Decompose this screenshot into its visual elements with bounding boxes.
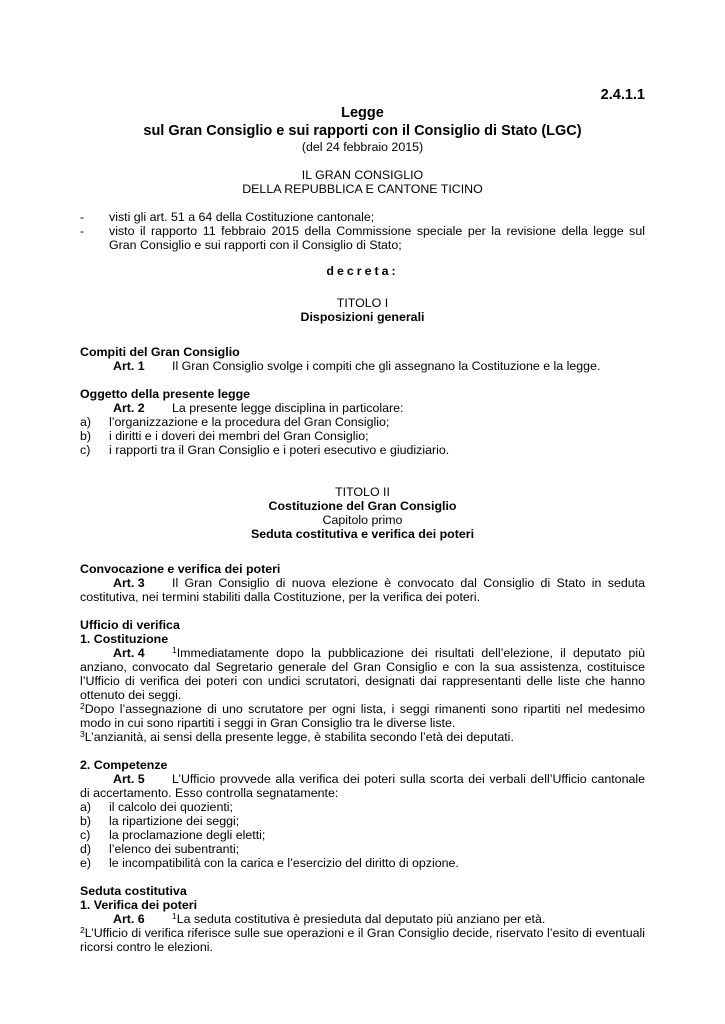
law-title-subject: sul Gran Consiglio e sui rapporti con il Consiglio di Stato (LGC) [143, 123, 582, 139]
chapter-label: Capitolo primo [322, 513, 403, 527]
art-2-heading: Oggetto della presente legge [80, 387, 251, 401]
list-item-text: la proclamazione degli eletti; [109, 828, 266, 842]
paragraph-number: 1 [172, 911, 177, 921]
law-date: (del 24 febbraio 2015) [301, 140, 424, 154]
decreta-heading: decreta: [326, 264, 399, 278]
preamble-dash: - [80, 210, 85, 224]
list-item-text: l’organizzazione e la procedura del Gran Consiglio; [109, 415, 390, 429]
titolo-2-name: Costituzione del Gran Consiglio [268, 499, 457, 513]
art-4-paragraph-1: Immediatamente dopo la pubblicazione dei risultati dell’elezione, il deputato più anziano, convocato dal Segretario generale del Gran Consiglio e con la sua assistenza, costituisce l’Ufficio di verifica dei poteri con undici scrutatori, designati dai rappresentanti delle liste che hanno ottenuto dei seggi. [80, 646, 645, 702]
art-3 [80, 576, 645, 604]
art-4-paragraph-3: L’anzianità, ai sensi della presente legge, è stabilita secondo l’età dei deputati. [84, 730, 514, 744]
preamble-dash: - [80, 224, 85, 238]
art-2 [80, 401, 645, 415]
list-item [80, 856, 645, 870]
paragraph-number: 3 [80, 729, 85, 739]
art-5-subheading: 2. Competenze [80, 758, 168, 772]
art-2-text: La presente legge disciplina in particolare: [172, 401, 404, 415]
list-item [80, 429, 645, 443]
art-3-heading: Convocazione e verifica dei poteri [80, 562, 281, 576]
list-item-mark: a) [80, 415, 92, 429]
list-item-text: i diritti e i doveri dei membri del Gran Consiglio; [109, 429, 369, 443]
paragraph-number: 2 [80, 701, 85, 711]
art-1-heading: Compiti del Gran Consiglio [80, 345, 240, 359]
list-item [80, 814, 645, 828]
art-1-text: Il Gran Consiglio svolge i compiti che gli assegnano la Costituzione e la legge. [172, 359, 601, 373]
art-5-list [80, 800, 645, 870]
list-item-mark: c) [80, 443, 91, 457]
art-1 [80, 359, 645, 373]
art-5-label: Art. 5 [113, 772, 145, 786]
art-4-paragraph-2: Dopo l’assegnazione di uno scrutatore per ogni lista, i seggi rimanenti sono ripartiti nel medesimo modo in cui sono ripartiti i seggi in Gran Consiglio tra le diverse liste. [80, 702, 645, 730]
art-3-text: Il Gran Consiglio di nuova elezione è convocato dal Consiglio di Stato in seduta costitutiva, nei termini stabiliti dalla Costituzione, per la verifica dei poteri. [80, 576, 645, 604]
art-2-list [80, 415, 645, 457]
art-6-subheading: 1. Verifica dei poteri [80, 898, 198, 912]
art-6-heading: Seduta costitutiva [80, 884, 187, 898]
document-page [80, 86, 645, 954]
art-5 [80, 772, 645, 800]
list-item [80, 800, 645, 814]
preamble-list [80, 210, 645, 252]
list-item-mark: b) [80, 814, 92, 828]
paragraph-number: 1 [172, 645, 177, 655]
list-item-text: i rapporti tra il Gran Consiglio e i poteri esecutivo e giudiziario. [109, 443, 450, 457]
art-6-paragraph-2: L’Ufficio di verifica riferisce sulle sue operazioni e il Gran Consiglio decide, riservato l’esito di eventuali ricorsi contro le elezioni. [80, 926, 645, 954]
art-6-label: Art. 6 [113, 912, 145, 926]
chapter-name: Seduta costitutiva e verifica dei poteri [250, 527, 475, 541]
list-item [80, 443, 645, 457]
document-number: 2.4.1.1 [600, 87, 645, 103]
art-4-heading: Ufficio di verifica [80, 618, 180, 632]
preamble-text: visti gli art. 51 a 64 della Costituzione cantonale; [109, 210, 375, 224]
art-6-paragraph-1: La seduta costitutiva è presieduta dal deputato più anziano per età. [176, 912, 546, 926]
preamble-item [80, 210, 645, 224]
preamble-text: visto il rapporto 11 febbraio 2015 della Commissione speciale per la revisione della legge sul Gran Consiglio e sui rapporti con il Consiglio di Stato; [109, 224, 645, 252]
art-1-label: Art. 1 [113, 359, 145, 373]
art-3-label: Art. 3 [113, 576, 145, 590]
art-4-label: Art. 4 [113, 646, 145, 660]
list-item-mark: a) [80, 800, 92, 814]
list-item-text: la ripartizione dei seggi; [109, 814, 240, 828]
list-item-text: l’elenco dei subentranti; [109, 842, 240, 856]
titolo-2-label: TITOLO II [335, 485, 390, 499]
list-item [80, 415, 645, 429]
list-item-text: il calcolo dei quozienti; [109, 800, 233, 814]
list-item [80, 828, 645, 842]
art-4-subheading: 1. Costituzione [80, 632, 169, 646]
law-title-legge: Legge [341, 105, 384, 121]
titolo-1-name: Disposizioni generali [300, 310, 425, 324]
list-item-mark: c) [80, 828, 91, 842]
art-5-text: L’Ufficio provvede alla verifica dei poteri sulla scorta dei verbali dell’Ufficio cantonale di accertamento. Esso controlla segnatamente: [80, 772, 645, 800]
authority-line-2: DELLA REPUBBLICA E CANTONE TICINO [242, 182, 483, 196]
art-2-label: Art. 2 [113, 401, 145, 415]
list-item-mark: d) [80, 842, 92, 856]
art-4-paragraph-2-block [80, 702, 645, 730]
list-item-mark: b) [80, 429, 92, 443]
art-4 [80, 646, 645, 702]
list-item [80, 842, 645, 856]
preamble-item [80, 224, 645, 252]
art-6-paragraph-2-block [80, 926, 645, 954]
art-6 [80, 912, 645, 926]
list-item-text: le incompatibilità con la carica e l’esercizio del diritto di opzione. [109, 856, 459, 870]
list-item-mark: e) [80, 856, 92, 870]
art-4-paragraph-3-block [80, 730, 645, 744]
authority-line-1: IL GRAN CONSIGLIO [301, 168, 424, 182]
paragraph-number: 2 [80, 925, 85, 935]
titolo-1-label: TITOLO I [336, 296, 389, 310]
